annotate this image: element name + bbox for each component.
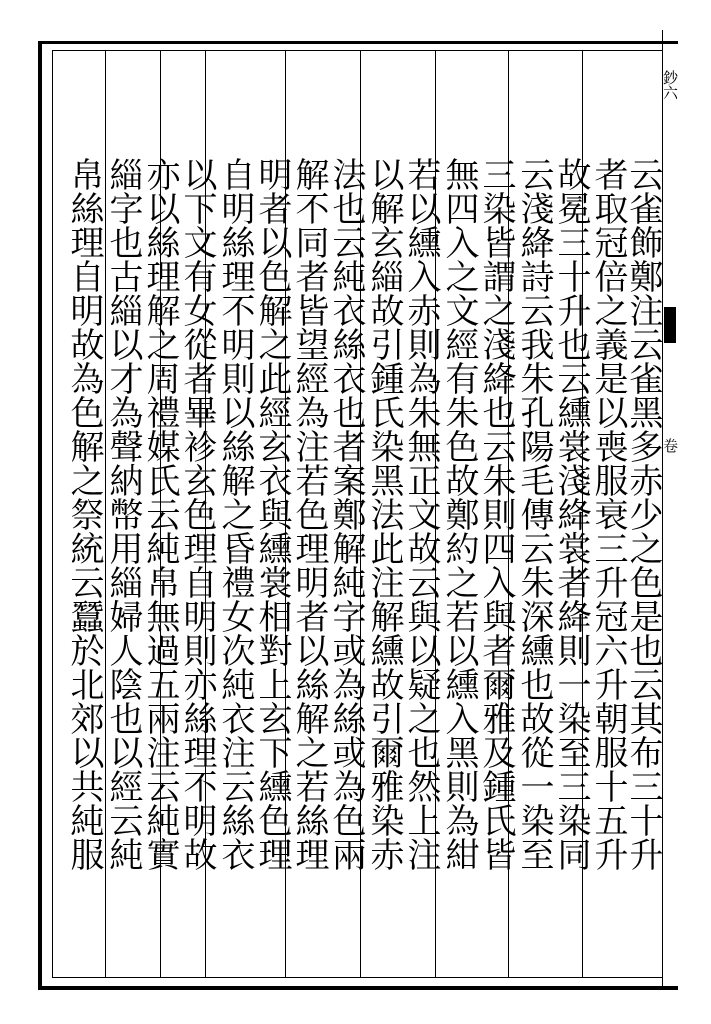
- text-column: 以下文有女從者畢袗玄色理自明則亦絲理不明故: [177, 157, 217, 871]
- text-column: 亦以絲理解之周禮媒氏云純帛無過五兩注云純實: [140, 157, 180, 871]
- text-column: 三染皆謂之淺絳也云朱則四入與者爾雅及鍾氏皆: [476, 157, 516, 871]
- text-column: 自明絲理不明則以絲解之昏禮女次純衣注云絲衣: [215, 157, 255, 871]
- text-column: 法也云純衣絲衣也者案鄭解純字或為絲或為色兩: [326, 157, 366, 871]
- text-column: 緇字也古緇以才為聲納幣用緇婦人陰也以經云純: [103, 157, 143, 871]
- volume-label: 卷: [661, 438, 679, 453]
- text-column: 明者以色解之此經玄衣與纁裳相對上玄下纁色理: [252, 157, 292, 871]
- text-column: 者取冠倍之義是以喪服衰三升冠六升朝服十五升: [588, 157, 628, 871]
- text-column: 帛絲理自明故為色解之祭統云蠶於北郊以共純服: [64, 157, 104, 871]
- text-column: 云雀飾鄭注云雀黑多赤少之色是也云其布三十升: [623, 157, 663, 871]
- text-column: 解不同者皆望經為注若色理明者以絲解之若絲理: [289, 157, 329, 871]
- text-column: 若以纁入赤則為朱無正文故云與以疑之也然上注: [401, 157, 441, 871]
- text-column: 故冕三十升也云纁裳淺絳裳者絳則一染至三染同: [551, 157, 591, 871]
- margin-label: 鈔六: [661, 70, 679, 100]
- text-column: 無四入之文經有朱色故鄭約之若以纁入黑則為紺: [439, 157, 479, 871]
- text-column: 云淺絳詩云我朱孔陽毛傳云朱深纁也故從一染至: [514, 157, 554, 871]
- text-column: 以解玄緇故引鍾氏染黑法此注解纁故引爾雅染赤: [364, 157, 404, 871]
